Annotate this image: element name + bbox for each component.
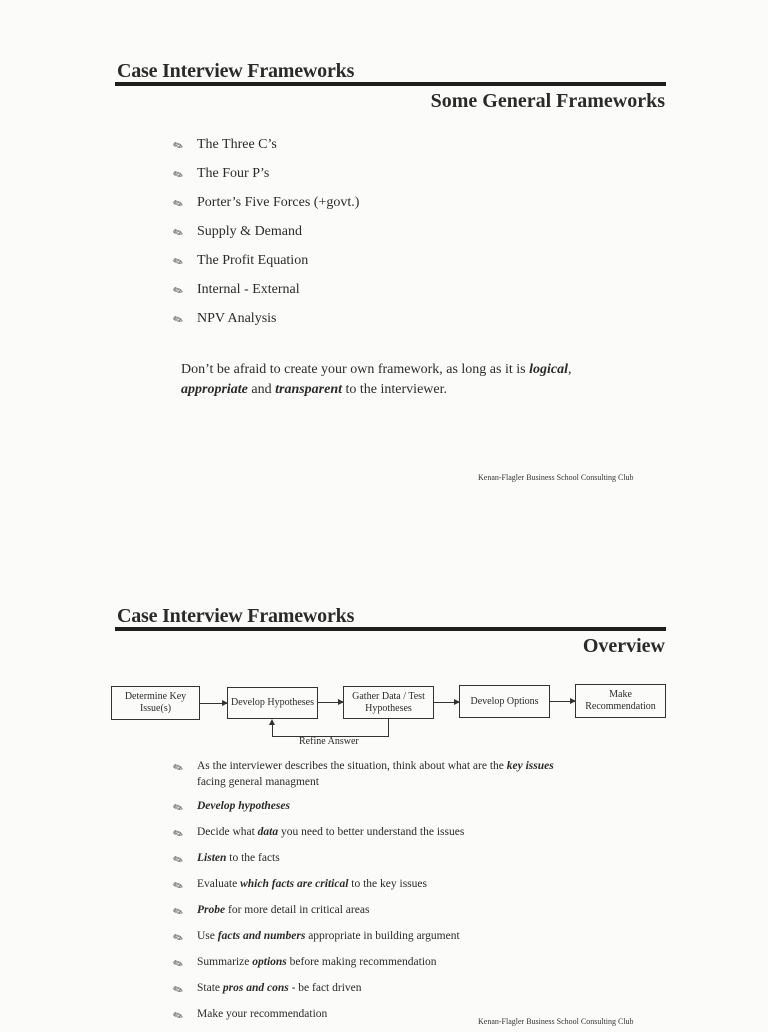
flow-box-make-recommendation: Make Recommendation bbox=[575, 684, 666, 718]
pen-icon: ✎ bbox=[170, 224, 186, 242]
pen-icon: ✎ bbox=[170, 903, 186, 921]
refine-answer-label: Refine Answer bbox=[299, 736, 359, 747]
flow-arrow bbox=[434, 702, 459, 703]
list-item: ✎ The Profit Equation bbox=[173, 252, 359, 281]
list-item: ✎ The Three C’s bbox=[173, 136, 359, 165]
list-item: ✎ Listen to the facts bbox=[173, 850, 554, 868]
pen-icon: ✎ bbox=[170, 137, 186, 155]
slide1-title-rule bbox=[115, 82, 666, 86]
slide1-title: Case Interview Frameworks bbox=[117, 60, 355, 82]
flow-box-gather-data: Gather Data / Test Hypotheses bbox=[343, 686, 434, 719]
list-item: ✎ The Four P’s bbox=[173, 165, 359, 194]
slide2-process-list bbox=[170, 758, 554, 1032]
pen-icon: ✎ bbox=[170, 166, 186, 184]
slide1-subtitle: Some General Frameworks bbox=[430, 90, 665, 112]
list-item: ✎ Decide what data you need to better understand the issues bbox=[173, 824, 554, 842]
list-item: ✎ State pros and cons - be fact driven bbox=[173, 980, 554, 998]
pen-icon: ✎ bbox=[170, 282, 186, 300]
list-item: ✎ Probe for more detail in critical areas bbox=[173, 902, 554, 920]
flow-arrow bbox=[318, 702, 343, 703]
flow-box-develop-options: Develop Options bbox=[459, 685, 550, 718]
pen-icon: ✎ bbox=[170, 311, 186, 329]
slide2-title-rule bbox=[115, 627, 666, 631]
pen-icon: ✎ bbox=[170, 877, 186, 895]
pen-icon: ✎ bbox=[170, 981, 186, 999]
slide1-footer: Kenan-Flagler Business School Consulting Club bbox=[478, 473, 634, 482]
pen-icon: ✎ bbox=[170, 851, 186, 869]
list-item: ✎ Summarize options before making recommendation bbox=[173, 954, 554, 972]
loop-arrowhead bbox=[269, 719, 275, 725]
list-item: ✎ Evaluate which facts are critical to the key issues bbox=[173, 876, 554, 894]
list-item: ✎ Develop hypotheses bbox=[173, 798, 554, 816]
pen-icon: ✎ bbox=[170, 1007, 186, 1025]
list-item: ✎ NPV Analysis bbox=[173, 310, 359, 339]
pen-icon: ✎ bbox=[170, 253, 186, 271]
loop-line-down bbox=[388, 719, 389, 736]
flow-box-determine-key-issues: Determine Key Issue(s) bbox=[111, 686, 200, 720]
pen-icon: ✎ bbox=[170, 799, 186, 817]
pen-icon: ✎ bbox=[170, 825, 186, 843]
slide2-footer: Kenan-Flagler Business School Consulting Club bbox=[478, 1017, 634, 1026]
flow-arrow bbox=[200, 703, 227, 704]
list-item: ✎ As the interviewer describes the situation, think about what are the key issues facing general managment bbox=[173, 758, 554, 790]
pen-icon: ✎ bbox=[170, 195, 186, 213]
flow-arrow bbox=[550, 701, 575, 702]
slide1-advice-paragraph: Don’t be afraid to create your own framework, as long as it is logical, appropriate and transparent to the interviewer. bbox=[181, 362, 572, 397]
list-item: ✎ Make your recommendation bbox=[173, 1006, 554, 1024]
list-item: ✎ Use facts and numbers appropriate in building argument bbox=[173, 928, 554, 946]
pen-icon: ✎ bbox=[170, 929, 186, 947]
slide2-title: Case Interview Frameworks bbox=[117, 605, 355, 627]
pen-icon: ✎ bbox=[170, 759, 186, 777]
flow-box-develop-hypotheses: Develop Hypotheses bbox=[227, 687, 318, 719]
list-item: ✎ Porter’s Five Forces (+govt.) bbox=[173, 194, 359, 223]
slide1-framework-list bbox=[170, 136, 360, 339]
list-item: ✎ Internal - External bbox=[173, 281, 359, 310]
list-item: ✎ Supply & Demand bbox=[173, 223, 359, 252]
pen-icon: ✎ bbox=[170, 955, 186, 973]
slide2-subtitle: Overview bbox=[582, 635, 665, 657]
loop-line-up bbox=[272, 724, 273, 737]
